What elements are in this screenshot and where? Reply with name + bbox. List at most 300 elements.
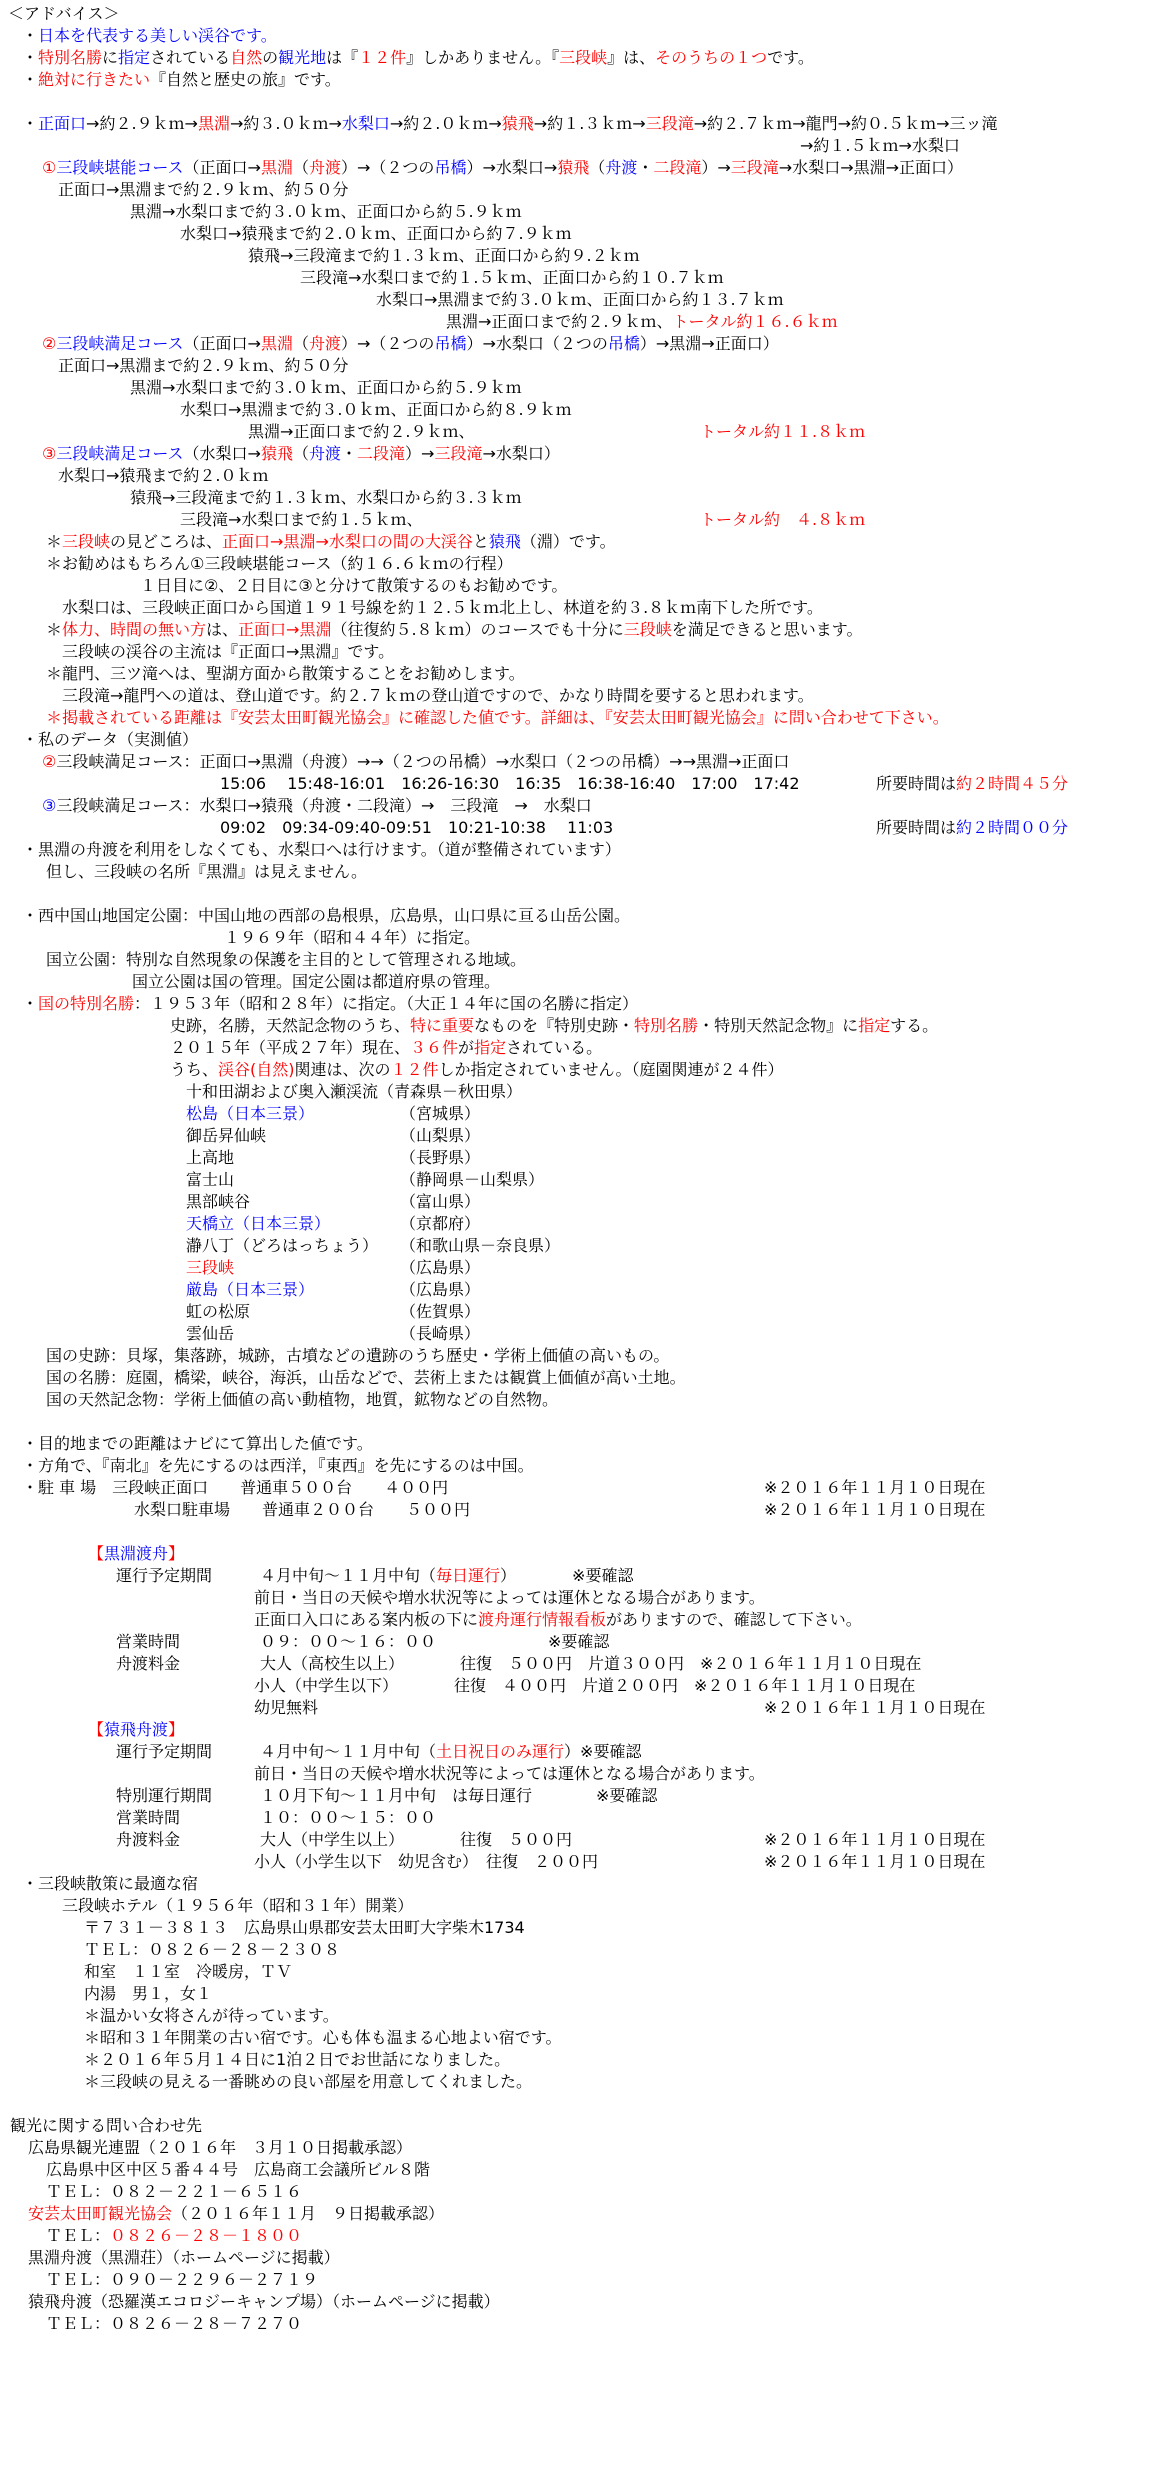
text-line (46, 2270, 318, 2292)
text-line (116, 1742, 641, 1764)
text-line (22, 1434, 373, 1456)
text-line (134, 1500, 470, 1522)
text-segment: （ (292, 158, 309, 177)
text-segment: 国の名勝：庭園，橋梁，峡谷，海浜，山岳などで、芸術上または観賞上価値が高い土地。 (46, 1368, 686, 1387)
text-segment: ）→（２つの (341, 158, 435, 177)
text-segment: →約２.０ｋｍ→ (389, 114, 502, 133)
text-segment: １９６９年（昭和４４年）に指定。 (224, 928, 481, 947)
text-segment: ＴＥＬ：０８２－２２１－６５１６ (46, 2182, 303, 2201)
highlight-text-blue: 黒淵渡舟 (104, 1544, 169, 1563)
text-segment: 十和田湖および奥入瀬渓流（青森県－秋田県） (186, 1082, 523, 1101)
text-line (170, 1038, 602, 1060)
text-line (62, 642, 394, 664)
text-line (84, 1918, 525, 1940)
text-line (186, 1170, 234, 1192)
text-line (254, 1852, 598, 1874)
text-segment: 三段峡ホテル（１９５６年（昭和３１年）開業） (62, 1896, 414, 1915)
text-line (116, 1830, 572, 1852)
text-segment: 』は、 (607, 48, 656, 67)
highlight-text-red: 】 (168, 1720, 185, 1739)
text-segment: です。 (767, 48, 814, 67)
text-line (116, 1566, 633, 1588)
text-line (46, 2314, 302, 2336)
highlight-text-blue: 松島（日本三景） (186, 1104, 315, 1123)
text-segment: ・私のデータ（実測値） (22, 730, 199, 749)
highlight-text-red: ② (42, 334, 57, 353)
highlight-text-red: 正面口→黒淵→水梨口の間の大渓谷 (222, 532, 473, 551)
text-segment: ※２０１６年１１月１０日現在 (764, 1478, 986, 1497)
text-line (28, 2204, 444, 2226)
text-segment: ※２０１６年１１月１０日現在 (764, 1852, 986, 1871)
text-segment: が (458, 1038, 475, 1057)
highlight-text-red: 猿飛 (501, 114, 534, 133)
text-segment: 黒淵→水梨口まで約３.０ｋｍ、正面口から約５.９ｋｍ (130, 378, 522, 397)
text-line (254, 1676, 915, 1698)
text-line (22, 70, 341, 92)
text-line (116, 1786, 657, 1808)
text-segment: ＊２０１６年５月１４日に1泊２日でお世話になりました。 (84, 2050, 511, 2069)
text-segment: ・西中国山地国定公園：中国山地の西部の島根県，広島県，山口県に亘る山岳公園。 (22, 906, 631, 925)
highlight-text-red: 特別名勝 (38, 48, 103, 67)
text-segment: 正面口→黒淵まで約２.９ｋｍ、約５０分 (58, 356, 349, 375)
highlight-text-red: １２件 (358, 48, 407, 67)
text-segment: 09:02 09:34-09:40-09:51 10:21-10:38 11:03 (220, 818, 614, 837)
highlight-text-red: ③ (42, 444, 57, 463)
text-line (58, 356, 349, 378)
text-segment: 雲仙岳 (186, 1324, 235, 1343)
highlight-text-red: 三段峡 (186, 1258, 235, 1277)
highlight-text-blue: 観光地 (278, 48, 327, 67)
text-segment: ・目的地までの距離はナビにて算出した値です。 (22, 1434, 373, 1453)
highlight-text-red: 安芸太田町観光協会 (28, 2204, 173, 2223)
text-line (22, 48, 814, 70)
highlight-text-red: ０８２６－２８－１８００ (110, 2226, 303, 2245)
text-line (254, 1588, 765, 1610)
text-segment: 前日・当日の天候や増水状況等によっては運休となる場合があります。 (254, 1588, 765, 1607)
text-segment: ・特別天然記念物』に (698, 1016, 859, 1035)
text-line (22, 994, 638, 1016)
text-segment: ＊龍門、三ツ滝へは、聖湖方面から散策することをお勧めします。 (46, 664, 525, 683)
text-line (88, 1544, 184, 1566)
text-segment: →約３.０ｋｍ→ (229, 114, 342, 133)
text-line (400, 1104, 480, 1126)
text-line (186, 1280, 314, 1302)
highlight-text-blue: 猿飛 (488, 532, 521, 551)
highlight-text-red: 三段峡 (62, 532, 111, 551)
text-line (46, 532, 616, 554)
text-line (22, 730, 198, 752)
highlight-text-red: 黒淵 (260, 334, 293, 353)
text-segment: を満足できると思います。 (671, 620, 863, 639)
text-segment: 内湯 男１，女１ (84, 1984, 213, 2003)
text-line (42, 334, 779, 356)
text-segment: （山梨県） (400, 1126, 481, 1145)
highlight-text-red: 絶対に行きたい (38, 70, 151, 89)
text-line (28, 2138, 412, 2160)
text-line (400, 1258, 480, 1280)
text-segment: 虹の松原 (186, 1302, 251, 1321)
text-line (46, 1390, 558, 1412)
text-segment: 上高地 (186, 1148, 235, 1167)
text-segment: しか指定されていません。（庭園関連が２４件） (438, 1060, 784, 1079)
text-line (46, 1346, 669, 1368)
text-line (800, 136, 960, 158)
text-line (46, 2182, 302, 2204)
text-segment: →約１.５ｋｍ→水梨口 (800, 136, 960, 155)
text-line (248, 422, 475, 444)
text-segment: 史跡，名勝，天然記念物のうち、 (170, 1016, 411, 1035)
text-segment: に (102, 48, 119, 67)
text-line (22, 906, 630, 928)
text-segment: 営業時間 １０：００～１５：００ (116, 1808, 437, 1827)
text-segment: ・ (22, 48, 39, 67)
text-segment: （淵）です。 (520, 532, 616, 551)
text-line (130, 202, 522, 224)
text-line (700, 510, 865, 532)
text-segment: ※２０１６年１１月１０日現在 (764, 1500, 986, 1519)
highlight-text-blue: 三段峡満足コース (56, 444, 184, 463)
text-line (400, 1192, 480, 1214)
text-line (764, 1852, 985, 1874)
text-segment: （水梨口→ (183, 444, 261, 463)
highlight-text-red: 二段滝 (357, 444, 406, 463)
highlight-text-blue: 三段峡堪能コース (56, 158, 184, 177)
text-segment: 黒淵→正面口まで約２.９ｋｍ、 (248, 422, 475, 441)
text-line (130, 378, 522, 400)
text-line (876, 774, 1068, 796)
text-line (400, 1214, 480, 1236)
highlight-text-blue: 猿飛舟渡 (104, 1720, 169, 1739)
text-segment: （京都府） (400, 1214, 481, 1233)
highlight-text-red: 約２時間４５分 (956, 774, 1069, 793)
highlight-text-red: 舟渡 (309, 158, 342, 177)
text-segment: ）※要確認 (564, 1742, 642, 1761)
highlight-text-red: 猿飛 (557, 158, 590, 177)
text-segment: 運行予定期間 ４月中旬～１１月中旬（ (116, 1742, 437, 1761)
text-segment: 水梨口は、三段峡正面口から国道１９１号線を約１２.５ｋｍ北上し、林道を約３.８ｋｍ南下した所です。 (62, 598, 823, 617)
text-segment: ）→ (701, 158, 731, 177)
text-line (22, 840, 621, 862)
text-line (22, 1874, 198, 1896)
text-line (224, 928, 480, 950)
text-segment: 正面口→黒淵まで約２.９ｋｍ、約５０分 (58, 180, 349, 199)
text-segment: ：１９５３年（昭和２８年）に指定。（大正１４年に国の名勝に指定） (134, 994, 639, 1013)
highlight-text-red: 三段峡 (623, 620, 672, 639)
text-line (248, 246, 640, 268)
text-line (84, 2072, 532, 2094)
text-line (764, 1830, 985, 1852)
text-segment: 三段峡満足コース：水梨口→猿飛（舟渡・二段滝）→ 三段滝 → 水梨口 (56, 796, 592, 815)
text-segment: の見どころは、 (110, 532, 223, 551)
highlight-text-blue: 天橋立（日本三景） (186, 1214, 331, 1233)
text-line (62, 598, 823, 620)
text-line (84, 1962, 292, 1984)
text-segment: 富士山 (186, 1170, 235, 1189)
text-line (180, 224, 572, 246)
text-line (186, 1192, 250, 1214)
highlight-text-red: ② (42, 752, 57, 771)
highlight-text-red: 舟渡 (309, 334, 342, 353)
text-segment: （ (292, 444, 309, 463)
text-segment: ＴＥＬ：０９０－２２９６－２７１９ (46, 2270, 319, 2289)
text-segment: ＊お勧めはもちろん①三段峡堪能コース（約１６.６ｋｍの行程） (46, 554, 513, 573)
highlight-text-red: 三段滝 (645, 114, 694, 133)
highlight-text-red: ＊掲載されている距離は『安芸太田町観光協会』に確認した値です。詳細は、『安芸太田町観光協会』に問い合わせて下さい。 (46, 708, 949, 727)
highlight-text-blue: 日本を代表する美しい渓谷です。 (38, 26, 277, 45)
highlight-text-blue: 吊橋 (607, 334, 640, 353)
text-segment: ） ※要確認 (500, 1566, 634, 1585)
text-segment: されている (150, 48, 231, 67)
text-segment: →約１.３ｋｍ→ (533, 114, 646, 133)
text-segment: ）→水梨口→ (466, 158, 558, 177)
highlight-text-red: 黒淵 (260, 158, 293, 177)
highlight-text-blue: 舟渡 (605, 158, 638, 177)
text-line (28, 2248, 340, 2270)
text-segment: 三段滝→龍門への道は、登山道です。約２.７ｋｍの登山道ですので、かなり時間を要すると思われます。 (62, 686, 814, 705)
text-line (764, 1500, 985, 1522)
text-line (22, 26, 277, 48)
text-segment: 前日・当日の天候や増水状況等によっては運休となる場合があります。 (254, 1764, 765, 1783)
text-line (116, 1808, 436, 1830)
text-segment: （長野県） (400, 1148, 481, 1167)
text-line (46, 1368, 686, 1390)
text-segment: 水梨口→猿飛まで約２.０ｋｍ、正面口から約７.９ｋｍ (180, 224, 572, 243)
text-line (84, 2006, 339, 2028)
text-segment: ＊ (46, 620, 63, 639)
text-segment: ・ (341, 444, 358, 463)
text-segment: ※２０１６年１１月１０日現在 (764, 1830, 986, 1849)
text-segment: 所要時間は (876, 774, 957, 793)
text-segment: 水梨口→猿飛まで約２.０ｋｍ (58, 466, 269, 485)
text-line (42, 158, 963, 180)
highlight-text-blue: 吊橋 (434, 334, 467, 353)
text-line (46, 664, 525, 686)
text-line (186, 1148, 234, 1170)
text-segment: ※２０１６年１１月１０日現在 (764, 1698, 986, 1717)
text-line (300, 268, 724, 290)
text-segment: （静岡県－山梨県） (400, 1170, 545, 1189)
text-line (376, 290, 784, 312)
text-segment: 幼児無料 (254, 1698, 319, 1717)
highlight-text-red: 毎日運行 (436, 1566, 501, 1585)
text-segment: （２０１６年１１月 ９日掲載承認） (172, 2204, 445, 2223)
text-line (46, 950, 526, 972)
text-segment: （長崎県） (400, 1324, 481, 1343)
highlight-text-red: トータル約１１.８ｋｍ (700, 422, 866, 441)
text-segment: ）→黒淵→正面口） (639, 334, 779, 353)
highlight-text-red: 指定 (858, 1016, 891, 1035)
text-segment: ・ (22, 114, 39, 133)
text-line (170, 1016, 938, 1038)
highlight-text-blue: ③ (42, 796, 57, 815)
text-segment: されている。 (506, 1038, 603, 1057)
text-line (28, 2292, 500, 2314)
highlight-text-red: 特に重要 (410, 1016, 475, 1035)
highlight-text-blue: 約２時間００分 (956, 818, 1069, 837)
text-segment: 関連は、次の (294, 1060, 391, 1079)
text-segment: （広島県） (400, 1280, 481, 1299)
text-segment: なものを『特別史跡・ (474, 1016, 635, 1035)
text-segment: 三段峡の渓谷の主流は『正面口→黒淵』です。 (62, 642, 395, 661)
text-line (10, 2116, 202, 2138)
text-segment: 』しかありません。『 (406, 48, 560, 67)
text-segment: は『 (326, 48, 359, 67)
text-segment: 舟渡料金 大人（中学生以上） 往復 ５００円 (116, 1830, 573, 1849)
highlight-text-blue: 三段峡満足コース (56, 334, 184, 353)
highlight-text-red: １２件 (390, 1060, 439, 1079)
text-line (186, 1126, 266, 1148)
highlight-text-red: 二段滝 (653, 158, 702, 177)
text-segment: 瀞八丁（どろはっちょう） (186, 1236, 379, 1255)
text-line (186, 1082, 522, 1104)
text-line (186, 1302, 250, 1324)
highlight-text-blue: 厳島（日本三景） (186, 1280, 315, 1299)
text-line (400, 1280, 480, 1302)
highlight-text-blue: 正面口 (38, 114, 87, 133)
text-line (22, 114, 998, 136)
text-segment: ・黒淵の舟渡を利用をしなくても、水梨口へは行けます。（道が整備されています） (22, 840, 621, 859)
text-segment: （ (589, 158, 606, 177)
text-segment: ）→ (405, 444, 435, 463)
text-segment: 運行予定期間 ４月中旬～１１月中旬（ (116, 1566, 437, 1585)
text-segment: →約２.７ｋｍ→龍門→約０.５ｋｍ→三ッ滝 (693, 114, 998, 133)
text-line (84, 2050, 510, 2072)
text-line (140, 576, 567, 598)
highlight-text-red: 指定 (474, 1038, 507, 1057)
text-segment: 黒淵→水梨口まで約３.０ｋｍ、正面口から約５.９ｋｍ (130, 202, 522, 221)
text-segment: 水梨口→黒淵まで約３.０ｋｍ、正面口から約８.９ｋｍ (180, 400, 572, 419)
text-segment: ・ (637, 158, 654, 177)
text-segment: ＊温かい女将さんが待っています。 (84, 2006, 339, 2025)
text-line (22, 1478, 448, 1500)
highlight-text-red: 正面口→黒淵 (238, 620, 332, 639)
text-segment: 国の天然記念物：学術上価値の高い動植物，地質，鉱物などの自然物。 (46, 1390, 559, 1409)
text-line (42, 444, 560, 466)
text-line (186, 1258, 234, 1280)
text-segment: 猿飛舟渡（恐羅漢エコロジーキャンプ場）（ホームページに掲載） (28, 2292, 500, 2311)
text-segment: ・駐 車 場 三段峡正面口 普通車５００台 ４００円 (22, 1478, 449, 1497)
text-line (876, 818, 1068, 840)
highlight-text-red: 体力、時間の無い方 (62, 620, 207, 639)
highlight-text-red: 渡舟運行情報看板 (478, 1610, 607, 1629)
text-segment: →約２.９ｋｍ→ (86, 114, 198, 133)
text-line (58, 466, 269, 488)
text-segment: 御岳昇仙峡 (186, 1126, 267, 1145)
text-segment: ・三段峡散策に最適な宿 (22, 1874, 199, 1893)
text-segment: 小人（小学生以下 幼児含む） 往復 ２００円 (254, 1852, 599, 1871)
text-line (400, 1148, 480, 1170)
highlight-text-red: 【 (88, 1720, 105, 1739)
text-segment: （佐賀県） (400, 1302, 481, 1321)
text-line (186, 1214, 330, 1236)
text-segment: 猿飛→三段滝まで約１.３ｋｍ、水梨口から約３.３ｋｍ (130, 488, 522, 507)
text-segment: は、 (206, 620, 239, 639)
text-line (116, 1632, 609, 1654)
text-segment: ２０１５年（平成２７年）現在、 (170, 1038, 411, 1057)
text-line (42, 752, 789, 774)
text-line (62, 686, 814, 708)
text-segment: （和歌山県－奈良県） (400, 1236, 561, 1255)
highlight-text-red: 特別名勝 (634, 1016, 699, 1035)
highlight-text-red: 三段峡 (559, 48, 608, 67)
text-segment: 国の史跡：貝塚，集落跡，城跡，古墳などの遺跡のうち歴史・学術上価値の高いもの。 (46, 1346, 670, 1365)
text-segment: 舟渡料金 大人（高校生以上） 往復 ５００円 片道３００円 ※２０１６年１１月１０日現在 (116, 1654, 922, 1673)
text-line (88, 1720, 184, 1742)
highlight-text-blue: 吊橋 (434, 158, 467, 177)
text-segment: ・ (22, 26, 39, 45)
text-segment: ＊ (46, 532, 63, 551)
text-line (170, 1060, 784, 1082)
text-line (116, 1654, 921, 1676)
highlight-text-red: トータル約 ４.８ｋｍ (700, 510, 866, 529)
text-segment: 広島県中区中区５番４４号 広島商工会議所ビル８階 (46, 2160, 431, 2179)
text-segment: 〒７３１－３８１３ 広島県山県郡安芸太田町大字柴木1734 (84, 1918, 525, 1937)
text-segment: 黒部峡谷 (186, 1192, 251, 1211)
highlight-text-red: ３６件 (410, 1038, 459, 1057)
text-line (186, 1104, 314, 1126)
text-line (46, 862, 367, 884)
text-line (46, 2226, 302, 2248)
text-segment: ＜アドバイス＞ (8, 4, 120, 23)
text-line (46, 2160, 430, 2182)
text-segment: 三段滝→水梨口まで約１.５ｋｍ、 (180, 510, 423, 529)
text-segment: 三段峡満足コース：正面口→黒淵（舟渡）→→（２つの吊橋）→水梨口（２つの吊橋）→→黒淵→正面口 (56, 752, 790, 771)
text-segment: する。 (890, 1016, 939, 1035)
text-segment: ・方角で、『南北』を先にするのは西洋，『東西』を先にするのは中国。 (22, 1456, 534, 1475)
highlight-text-blue: 指定 (118, 48, 151, 67)
highlight-text-red: 【 (88, 1544, 105, 1563)
text-line (400, 1302, 480, 1324)
text-segment: 所要時間は (876, 818, 957, 837)
text-line (42, 796, 592, 818)
text-line (220, 774, 800, 796)
text-segment: →水梨口） (482, 444, 560, 463)
text-line (180, 400, 572, 422)
text-line (400, 1126, 480, 1148)
text-segment: →水梨口→黒淵→正面口） (778, 158, 964, 177)
text-segment: ＴＥＬ： (46, 2226, 111, 2245)
text-segment: ）→水梨口（２つの (466, 334, 608, 353)
text-line (22, 1456, 534, 1478)
highlight-text-red: そのうちの１つ (655, 48, 768, 67)
text-segment: 15:06 15:48-16:01 16:26-16:30 16:35 16:38-16:40 17:00 17:42 (220, 774, 800, 793)
text-line (764, 1698, 985, 1720)
text-segment: 観光に関する問い合わせ先 (10, 2116, 203, 2135)
text-segment: 和室 １１室 冷暖房，ＴＶ (84, 1962, 293, 1981)
text-line (84, 2028, 561, 2050)
text-segment: 黒淵→正面口まで約２.９ｋｍ、 (446, 312, 673, 331)
highlight-text-blue: 水梨口 (341, 114, 390, 133)
text-line (254, 1610, 862, 1632)
text-segment: 国立公園：特別な自然現象の保護を主目的として管理される地域。 (46, 950, 527, 969)
text-segment: ＴＥＬ：０８２６－２８－２３０８ (84, 1940, 341, 1959)
text-line (700, 422, 865, 444)
text-line (254, 1764, 765, 1786)
highlight-text-red: 三段滝 (434, 444, 483, 463)
highlight-text-red: 国の特別名勝 (38, 994, 135, 1013)
text-segment: 小人（中学生以下） 往復 ４００円 片道２００円 ※２０１６年１１月１０日現在 (254, 1676, 916, 1695)
text-segment: ＊昭和３１年開業の古い宿です。心も体も温まる心地よい宿です。 (84, 2028, 562, 2047)
highlight-text-red: 三段滝 (730, 158, 779, 177)
text-segment: 特別運行期間 １０月下旬～１１月中旬 は毎日運行 ※要確認 (116, 1786, 658, 1805)
text-line (400, 1170, 544, 1192)
text-segment: 但し、三段峡の名所『黒淵』は見えません。 (46, 862, 367, 881)
text-line (84, 1984, 212, 2006)
text-segment: 国立公園は国の管理。国定公園は都道府県の管理。 (132, 972, 501, 991)
text-segment: （宮城県） (400, 1104, 481, 1123)
text-segment: の (262, 48, 279, 67)
text-segment: 『自然と歴史の旅』です。 (150, 70, 341, 89)
